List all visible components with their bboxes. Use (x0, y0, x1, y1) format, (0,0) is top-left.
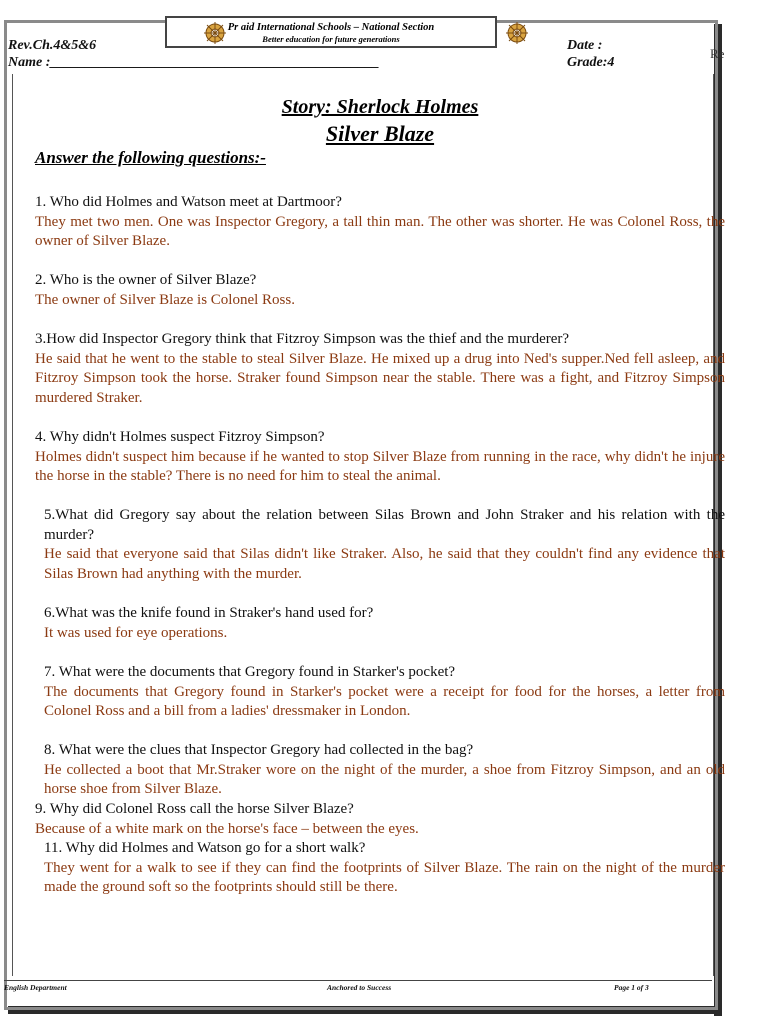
question: 11. Why did Holmes and Watson go for a short walk? (44, 840, 366, 856)
footer-department: English Department (4, 983, 67, 992)
qa-item-6 (44, 604, 725, 643)
name-field: Name :_______________________________________________ (8, 55, 380, 70)
question: 6.What was the knife found in Straker's hand used for? (44, 605, 374, 621)
revision-label: Rev.Ch.4&5&6 (8, 38, 97, 53)
cutoff-text: Re (710, 46, 725, 61)
answer: The documents that Gregory found in Starker's pocket were a receipt for food for the horses, a letter from Colonel Ross and a bill from a ladies' dressmaker in London. (44, 683, 725, 719)
school-tagline: Better education for future generations (262, 34, 400, 44)
qa-item-9 (35, 800, 725, 839)
book-title: Silver Blaze (325, 121, 435, 146)
page-footer (0, 983, 710, 995)
qa-item-4 (35, 428, 725, 487)
question: 9. Why did Colonel Ross call the horse Silver Blaze? (35, 801, 354, 817)
school-logo-right-icon (505, 21, 529, 45)
question: 2. Who is the owner of Silver Blaze? (35, 272, 257, 288)
footer-divider (4, 980, 712, 981)
answer: It was used for eye operations. (44, 624, 228, 641)
answer: Holmes didn't suspect him because if he wanted to stop Silver Blaze from running in the race, why didn't he injure the horse in the stable? There is no need for him to steal the animal. (35, 448, 725, 484)
question: 1. Who did Holmes and Watson meet at Dartmoor? (35, 194, 342, 210)
qa-item-3 (35, 330, 725, 408)
date-field: Date : (567, 38, 603, 53)
answer: Because of a white mark on the horse's face – between the eyes. (35, 820, 419, 837)
answer: He collected a boot that Mr.Straker wore on the night of the murder, a shoe from Fitzroy Simpson, and an old horse shoe from Silver Blaze. (44, 761, 725, 797)
qa-item-5 (44, 506, 725, 584)
school-logo-icon (203, 21, 227, 45)
question: 7. What were the documents that Gregory found in Starker's pocket? (44, 664, 456, 680)
story-title: Story: Sherlock Holmes (281, 96, 479, 118)
answer: They went for a walk to see if they can find the footprints of Silver Blaze. The rain on the night of the murder made the ground soft so the footprints should still be there. (44, 859, 725, 895)
answer: They met two men. One was Inspector Gregory, a tall thin man. The other was shorter. He was Colonel Ross, the owner of Silver Blaze. (35, 213, 725, 249)
footer-motto: Anchored to Success (327, 983, 392, 992)
grade-field: Grade:4 (567, 55, 615, 70)
question: 3.How did Inspector Gregory think that Fitzroy Simpson was the thief and the murderer? (35, 331, 570, 347)
question: 4. Why didn't Holmes suspect Fitzroy Simpson? (35, 429, 325, 445)
answer: He said that everyone said that Silas didn't like Straker. Also, he said that they couldn't find any evidence that Silas Brown had anything with the murder. (44, 546, 725, 582)
qa-item-1 (35, 193, 725, 252)
question: 5.What did Gregory say about the relation between Silas Brown and John Straker and his relation with the murder? (44, 507, 725, 543)
answer: The owner of Silver Blaze is Colonel Ross. (35, 291, 295, 308)
answer: He said that he went to the stable to steal Silver Blaze. He mixed up a drug into Ned's supper.Ned fell asleep, and Fitzroy Simpson took the horse. Straker found Simpson near the stable. There was a fight, and Fitzroy Simpson murdered Straker. (35, 350, 725, 406)
footer-page-number: Page 1 of 3 (614, 983, 649, 992)
qa-item-8 (44, 741, 725, 800)
question: 8. What were the clues that Inspector Gregory had collected in the bag? (44, 742, 474, 758)
instruction: Answer the following questions:- (35, 148, 266, 167)
qa-item-7 (44, 663, 725, 722)
school-name: Pr aid International Schools – National Section (227, 22, 435, 33)
qa-item-10 (44, 839, 725, 898)
qa-item-2 (35, 271, 725, 310)
